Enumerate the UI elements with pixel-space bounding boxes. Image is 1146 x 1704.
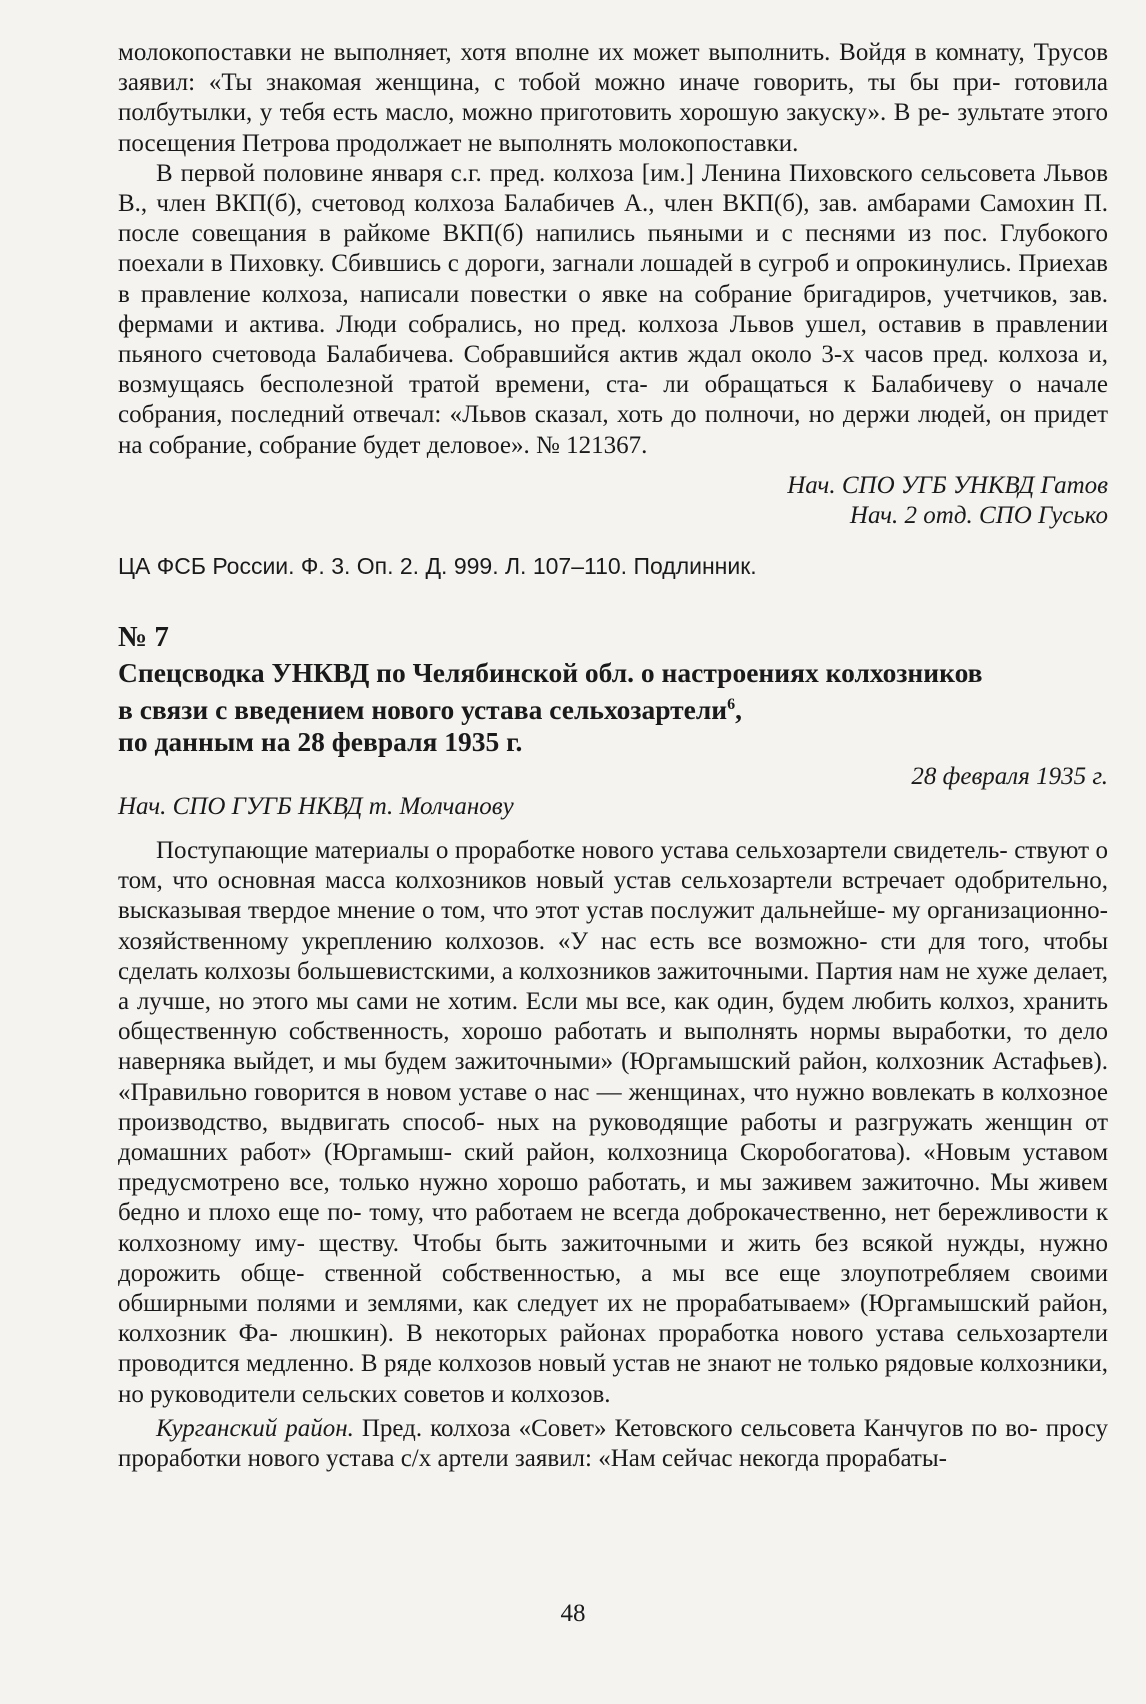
title-line: в связи с введением нового устава сельхозартели [118,694,728,725]
text-line: пос. Глубокого поехали в Пиховку. Сбившись с дороги, загнали лошадей в сугроб и [118,220,1108,278]
text-line: ных на руководящие работы и разгружать женщин от домашних работ» (Юргамыш- [118,1108,1109,1167]
text-line: медленно. В ряде колхозов новый устав не знают не только рядовые колхозники, но [118,1350,1109,1408]
signature-block [118,471,1108,531]
text-line: Трусов заявил: «Ты знакомая женщина, с тобой можно иначе говорить, ты бы при- [118,39,1108,97]
text-line: ществу. Чтобы быть зажиточными и жить без всякой нужды, нужно дорожить обще- [118,1229,1109,1287]
district-label: Курганский район. [156,1414,354,1442]
text-line: просу проработки нового устава с/х артели заявил: «Нам сейчас некогда прорабаты- [118,1414,1108,1473]
text-line: ственной собственностью, а мы все еще злоупотребляем своими обширными полями [118,1259,1109,1318]
text-line: одобрительно, высказывая твердое мнение о том, что этот устав послужит дальнейше- [118,867,1108,925]
title-comma: , [735,694,743,725]
document-number: № 7 [118,620,169,653]
text-line: Самохин П. после совещания в райкоме ВКП(б) напились пьяными и с песнями из [118,190,1109,248]
text-line: Львов ушел, оставив в правлении пьяного счетовода Балабичева. Собравшийся актив [118,310,1108,369]
text-line: Партия нам не хуже делает, а лучше, но этого мы сами не хотим. Если мы все, как [118,957,1108,1016]
text-line: нужно хорошо работать, и мы заживем зажиточно. Мы живем бедно и плохо еще по- [118,1169,1108,1227]
footnote-mark: 6 [727,695,736,713]
text-line: ждал около 3-х часов пред. колхоза и, возмущаясь бесполезной тратой времени, ста- [118,341,1108,399]
text-line: тому, что работаем не всегда доброкачественно, нет бережливости к колхозному иму- [118,1199,1109,1257]
text-line: ствуют о том, что основная масса колхозников новый устав сельхозартели встречает [118,837,1109,895]
title-line: по данным на 28 февраля 1935 г. [118,726,523,757]
text-line: и выполнять нормы выработки, то дело наверняка выйдет, и мы будем зажиточными» [118,1018,1108,1076]
main-paragraph [118,836,1108,1410]
text-line: му организационно-хозяйственному укреплению колхозов. «У нас есть все возможно- [118,897,1108,955]
signature-gatov: Нач. СПО УГБ УНКВД Гатов [787,471,1108,499]
title-line: Спецсводка УНКВД по Челябинской обл. о настроениях колхозников [118,656,983,688]
document-page [118,38,1108,1474]
text-line: опрокинулись. Приехав в правление колхоза, написали повестки о явке на собрание [118,250,1108,308]
document-title [118,657,1108,758]
text-line: Львов В., член ВКП(б), счетовод колхоза Балабичев А., член ВКП(б), зав. амбарами [118,159,1108,218]
page-number: 48 [560,1600,586,1627]
document-date: 28 февраля 1935 г. [911,763,1108,790]
text-line: и землями, как следует их не прорабатываем» (Юргамышский район, колхозник Фа- [118,1290,1109,1348]
text-line: хоть до полночи, но держи людей, он придет на собрание, собрание будет деловое». [118,401,1108,459]
text-line: один, будем любить колхоз, хранить общественную собственность, хорошо работать [118,988,1108,1046]
text-line: зультате этого посещения Петрова продолжает не выполнять молокопоставки. [118,99,1109,157]
text-line: № 121367. [536,431,648,459]
kurgan-paragraph [118,1414,1108,1474]
text-line: Поступающие материалы о проработке нового устава сельхозартели свидетель- [156,837,1008,864]
addressee: Нач. СПО ГУГБ НКВД т. Молчанову [118,793,514,820]
text-line: нас — женщинах, что нужно вовлекать в колхозное производство, выдвигать способ- [118,1078,1109,1136]
text-line: ли обращаться к Балабичеву о начале собрания, последний отвечал: «Львов сказал, [118,371,1108,429]
text-line: руководители сельских советов и колхозов. [150,1380,611,1408]
text-line: (Юргамышский район, колхозник Астафьев). «Правильно говорится в новом уставе о [118,1048,1109,1106]
text-line: бригадиров, учетчиков, зав. фермами и актива. Люди собрались, но пред. колхоза [118,280,1108,338]
text-line: готовила полбутылки, у тебя есть масло, можно приготовить хорошую закуску». В ре- [118,69,1109,127]
text-line: молокопоставки не выполняет, хотя вполне их может выполнить. Войдя в комнату, [118,39,1025,66]
archive-source: ЦА ФСБ России. Ф. 3. Оп. 2. Д. 999. Л. 107–110. Подлинник. [118,552,757,579]
text-line: В первой половине января с.г. пред. колхоза [им.] Ленина Пиховского сельсовета [156,159,1036,187]
text-line: люшкин). В некоторых районах проработка нового устава сельхозартели проводится [118,1320,1108,1378]
text-line: сти для того, чтобы сделать колхозы большевистскими, а колхозников зажиточными. [118,927,1109,985]
continuation-paragraph [118,38,1108,159]
text-line: Пред. колхоза «Совет» Кетовского сельсовета Канчугов по во- [353,1414,1038,1442]
signature-gusko: Нач. 2 отд. СПО Гусько [849,501,1108,529]
text-line: ский район, колхозница Скоробогатова). «Новым уставом предусмотрено все, только [118,1139,1109,1197]
paragraph-lvov [118,159,1108,461]
